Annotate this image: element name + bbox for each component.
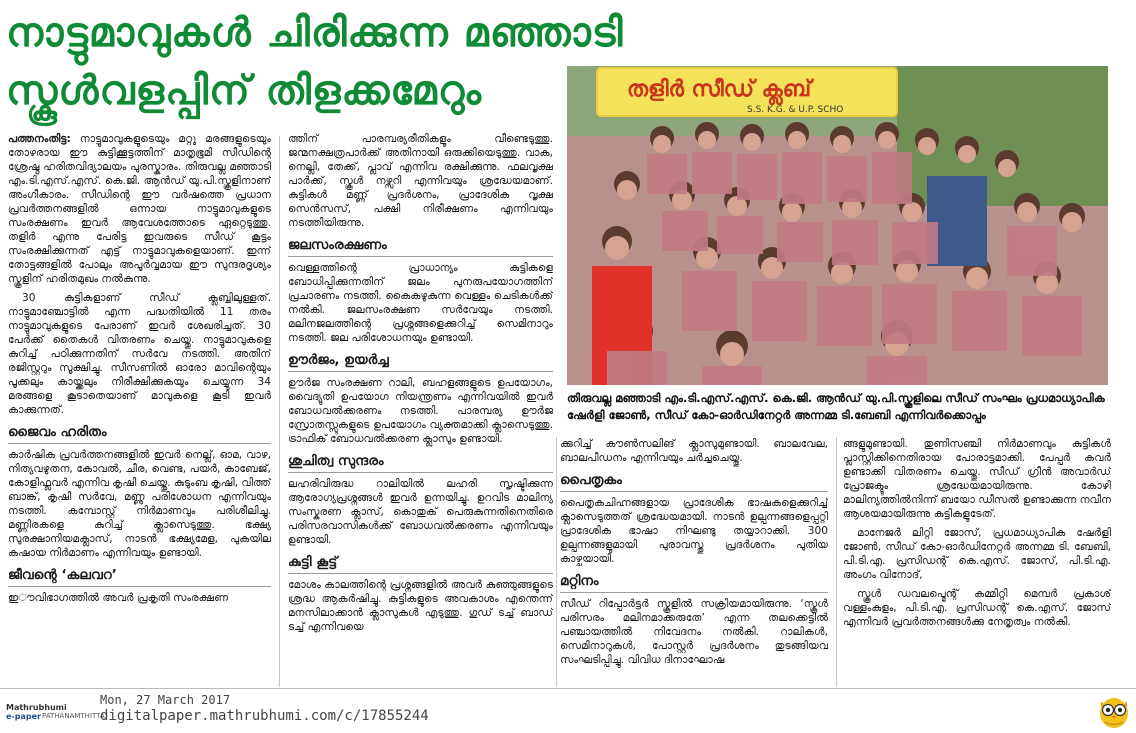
paragraph: മോശം കാലത്തിന്റെ പ്രശ്നങ്ങളിൽ അവർ കുഞ്ഞുങ്ങളുടെ ശ്രദ്ധ ആകർഷിച്ചു. കുട്ടികളുടെ അവകാശം എന്തെന്ന് മനസിലാക്കാൻ ക്ലാസുകൾ എടുത്തു. ഗുഡ് ടച്ച് ബാഡ് ടച്ച് എന്നിവയെ — [288, 579, 553, 633]
article-column-3 — [560, 437, 828, 687]
subheading: ജൈവം ഹരിതം — [8, 423, 271, 444]
paragraph: മാനേജർ ലിറ്റി ജോസ്, പ്രധമാധ്യാപിക ഷേർളി ജോൺ, സീഡ് കോ-ഓർഡിനേറ്റർ അന്നമ്മ ടി. ബേബി, പി.ടി.എ. പ്രസിഡന്റ് കെ.എസ്. ജോസ്, പി.ടി.എ. അംഗം വിനോദ്, — [843, 527, 1111, 581]
logo-line-1: Mathrubhumi — [6, 703, 67, 712]
paragraph: ലഹരിവിരുദ്ധ റാലിയിൽ ലഹരി സൃഷ്ടിക്കുന്ന ആരോഗ്യപ്രശ്നങ്ങൾ ഇവർ ഉന്നയിച്ചു. ഉറവിട മാലിന്യ സംസ്കരണ ക്ലാസ്, കൊതുക് പെരുകുന്നതിനെതിരെ പരിസരവാസികൾക്ക് ബോധവൽക്കരണം എന്നിവയും ഉണ്ടായി. — [288, 478, 553, 546]
epaper-footer — [0, 688, 1136, 733]
subheading: ജലസംരക്ഷണം — [288, 236, 553, 257]
edition-label: PATHANAMTHITTA — [42, 712, 105, 720]
owl-icon[interactable] — [1097, 693, 1131, 729]
dateline: പത്തനംതിട്ട: — [8, 133, 71, 145]
paragraph: സീഡ് റിപ്പോർട്ടർ സ്കൂളിൽ സക്രിയമായിരുന്നു. ‘സ്കൂൾ പരിസരം മലിനമാക്കരുതേ’ എന്ന തലക്കെട്ടിൽ പഞ്ചായത്തിൽ നിവേദനം നൽകി. റാലികൾ, സെമിനാറുകൾ, പോസ്റ്റർ പ്രദർശനം തുടങ്ങിയവ സംഘടിപ്പിച്ചു. വിവിധ ദിനാഘോഷ — [560, 598, 828, 666]
paragraph: ങ്ങളുമുണ്ടായി. തുണിസഞ്ചി നിർമാണവും കുട്ടികൾ പ്ലാസ്റ്റിക്കിനെതിരായ പോരാട്ടമാക്കി. പേപ്പർ കവർ ഉണ്ടാക്കി വിതരണം ചെയ്തു. സീഡ് ഗ്രീൻ അവാർഡ് പ്രോജക്ടും ശ്രദ്ധേയമായിരുന്നു. കോഴി മാലിന്യത്തിൽനിന്ന് ബയോ ഡീസൽ ഉണ്ടാക്കുന്ന നവീന ആശയമായിരുന്നു കുട്ടികളുടേത്. — [843, 438, 1111, 520]
paragraph: ഇൗവിഭാഗത്തിൽ അവർ പ്രകൃതി സംരക്ഷണ — [8, 592, 229, 604]
column-divider — [556, 437, 557, 687]
publish-date: Mon, 27 March 2017 — [100, 693, 231, 707]
column-divider — [836, 437, 837, 687]
article-column-1 — [8, 132, 271, 687]
group-photo — [567, 66, 1108, 385]
subheading: പൈതൃകം — [560, 471, 828, 492]
column-divider — [279, 136, 280, 687]
paragraph: സ്കൂൾ ഡവലപ്മെന്റ് കമ്മിറ്റി മെമ്പർ പ്രകാശ് വള്ളംകുളം, പി.ടി.എ. പ്രസിഡന്റ് കെ.എസ്. ജോസ് എന്നിവർ പ്രവർത്തനങ്ങൾക്കു നേതൃത്വം നൽകി. — [843, 588, 1111, 628]
paragraph: 30 കുട്ടികളാണ് സീഡ് ക്ലബ്ബിലുള്ളത്. നാട്ടുമാഞ്ചോട്ടിൽ എന്ന പദ്ധതിയിൽ 11 തരം നാട്ടുമാവുകളുടെ പേരാണ് ഇവർ ശേഖരിച്ചത്. 30 പേർക്ക് തൈകൾ വിതരണം ചെയ്തു. നാട്ടുമാവുകളെ കുറിച്ച് പഠിക്കുന്നതിന് സർവേ നടത്തി. അതിന് രജിസ്റ്ററും സൂക്ഷിച്ചു. സീസണിൽ ഓരോ മാവിന്റെയും പൂക്കലും കായ്ക്കലും നിരീക്ഷിക്കുകയും ചെയ്യുന്ന 34 മരങ്ങളെ കൂടാതെയാണ് മാവുകളെ കൂടി ഇവർ കാക്കുന്നത്. — [8, 292, 271, 416]
subheading: ജീവന്റെ ‘കലവറ’ — [8, 566, 271, 587]
subheading: കുട്ടി കൂട്ട് — [288, 553, 553, 574]
paragraph: ഊർജ സംരക്ഷണ റാലി, ബഹളങ്ങളുടെ ഉപയോഗം, വൈദ്യുതി ഉപയോഗ നിയന്ത്രണം എന്നിവയിൽ ഇവർ ബോധവൽക്കരണം നടത്തി. പാരമ്പര്യ ഊർജ സ്രോതസ്സുകളുടെ ഉപയോഗം വ്യക്തമാക്കി ക്ലാസെടുത്തു. ട്രാഫിക് ബോധവൽക്കരണ ക്ലാസും ഉണ്ടായി. — [288, 377, 553, 445]
logo-line-2: e-paper — [6, 712, 41, 721]
page-url[interactable]: digitalpaper.mathrubhumi.com/c/17855244 — [100, 708, 429, 724]
article-column-2 — [288, 132, 553, 687]
paragraph: ത്തിന് പാരമ്പര്യരീതികളും വീണ്ടെടുത്തു. ജന്മനക്ഷത്രപാർക്ക് അതിനായി ഒരുക്കിയെടുത്തു. വാക, നെല്ലി, തേക്ക്, പ്ലാവ് എന്നിവ രക്ഷിക്കുന്നു. ഫലവൃക്ഷ പാർക്ക്, സ്കൂൾ നഴ്സറി എന്നിവയും ശ്രദ്ധേയമാണ്. കുട്ടികൾ മണ്ണ് പ്രദർശനം, പ്രാദേശിക വൃക്ഷ സെൻസസ്, പക്ഷി നിരീക്ഷണം എന്നിവയും നടത്തിയിരുന്നു. — [288, 133, 553, 229]
banner-subtext: S.S. K.G. & U.P. SCHO — [747, 105, 844, 115]
paragraph: പൈതൃകചിഹ്നങ്ങളായ പ്രാദേശിക ഭാഷകളെക്കുറിച്ച് ക്ലാസെടുത്തത് ശ്രദ്ധേയമായി. നാടൻ ഉല്പന്നങ്ങളെപ്പറ്റി പ്രാദേശിക ഭാഷാ നിഘണ്ടു തയ്യാറാക്കി. 300 ഉല്പന്നങ്ങളുമായി പുരാവസ്തു പ്രദർശനം പുതിയ കാഴ്ചയായി. — [560, 497, 828, 565]
headline-line-1: നാട്ടുമാവുകൾ ചിരിക്കുന്ന മഞ്ഞാടി — [6, 10, 624, 56]
paragraph: വെള്ളത്തിന്റെ പ്രാധാന്യം കുട്ടികളെ ബോധിപ്പിക്കുന്നതിന് ജലം പുനരുപയോഗത്തിന് പ്രചാരണം നടത്തി. കൈകഴുകുന്ന വെള്ളം ചെടികൾക്ക് നൽകി. ജലസംരക്ഷണ സർവേയും നടത്തി. മലിനജലത്തിന്റെ പ്രശ്നങ്ങളെക്കുറിച്ച് സെമിനാറും നടത്തി. ജല പരിശോധനയും ഉണ്ടായി. — [288, 262, 553, 344]
photo-illustration — [567, 66, 1108, 385]
subheading: ഊർജം, ഉയർച്ച — [288, 351, 553, 372]
paragraph: കാർഷിക പ്രവർത്തനങ്ങളിൽ ഇവർ നെല്ല്, ഓമ, വാഴ, നിത്യവഴുതന, കോവൽ, ചീര, വെണ്ട, പയർ, കാബേജ്, കോളിഫ്ലവർ എന്നിവ കൃഷി ചെയ്തു. കുടുംബ കൃഷി, വിത്ത് ബാങ്ക്, കൃഷി സർവേ, മണ്ണു പരിശോധന എന്നിവയും നടത്തി. കമ്പോസ്റ്റ് നിർമാണവും പരിശീലിച്ചു. മണ്ണിരകളെ കുറിച്ച് ക്ലാസെടുത്തു. ഭക്ഷ്യ സുരക്ഷാനിയമക്ലാസ്, നാടൻ ഭക്ഷ്യമേള, പുകയില കഷായ നിർമാണം എന്നിവയും ഉണ്ടായി. — [8, 449, 271, 559]
paragraph: നാട്ടുമാവുകളുടെയും മറ്റു മരങ്ങളുടെയും തോഴരായ ഈ കുട്ടിക്കൂട്ടത്തിന് മാതൃഭൂമി സീഡിന്റെ ശ്രേഷ്ഠ ഹരിതവിദ്യാലയം പുരസ്കാരം. തിരുവല്ല മഞ്ഞാടി എം.ടി.എസ്.എസ്. കെ.ജി. ആൻഡ് യു.പി.സ്കൂളിനാണ് അംഗീകാരം. സീഡിന്റെ ഈ വർഷത്തെ പ്രധാന പ്രവർത്തനങ്ങളിൽ ഒന്നായ നാട്ടുമാവുകളുടെ സംരക്ഷണം ഇവർ ആവേശത്തോടെ ഏറ്റെടുത്തു. തളിർ എന്നു പേരിട്ട ഇവരുടെ സീഡ് കൂട്ടം സംരക്ഷിക്കുന്നത് എട്ട് നാട്ടുമാവുകളെയാണ്. ഇന്ന് തോട്ടങ്ങളിൽ പോലും അപൂർവ്വമായ ഈ സുന്ദരദൃശ്യം സ്കൂളിന് ഹരിതമുഖം നൽകുന്നു. — [8, 133, 271, 285]
banner-text: തളിർ സീഡ് ക്ലബ് — [627, 77, 812, 102]
mathrubhumi-epaper-logo[interactable] — [6, 703, 105, 721]
photo-caption: തിരുവല്ല മഞ്ഞാടി എം.ടി.എസ്.എസ്. കെ.ജി. ആൻഡ് യു.പി.സ്കൂളിലെ സീഡ് സംഘം പ്രധമാധ്യാപിക ഷേർളി ജോൺ, സീഡ് കോ-ഓർഡിനേറ്റർ അന്നമ്മ ടി.ബേബി എന്നിവർക്കൊപ്പം — [567, 391, 1105, 422]
paragraph: ക്കുറിച്ച് കൗൺസലിങ് ക്ലാസുമുണ്ടായി. ബാലവേല, ബാലപീഡനം എന്നിവയും ചർച്ചചെയ്തു. — [560, 438, 828, 464]
article-column-4 — [843, 437, 1111, 687]
subheading: മറ്റിനം — [560, 572, 828, 593]
subheading: ശുചിത്വ സുന്ദരം — [288, 452, 553, 473]
headline-line-2: സ്കൂൾവളപ്പിന് തിളക്കമേറും — [6, 68, 482, 114]
